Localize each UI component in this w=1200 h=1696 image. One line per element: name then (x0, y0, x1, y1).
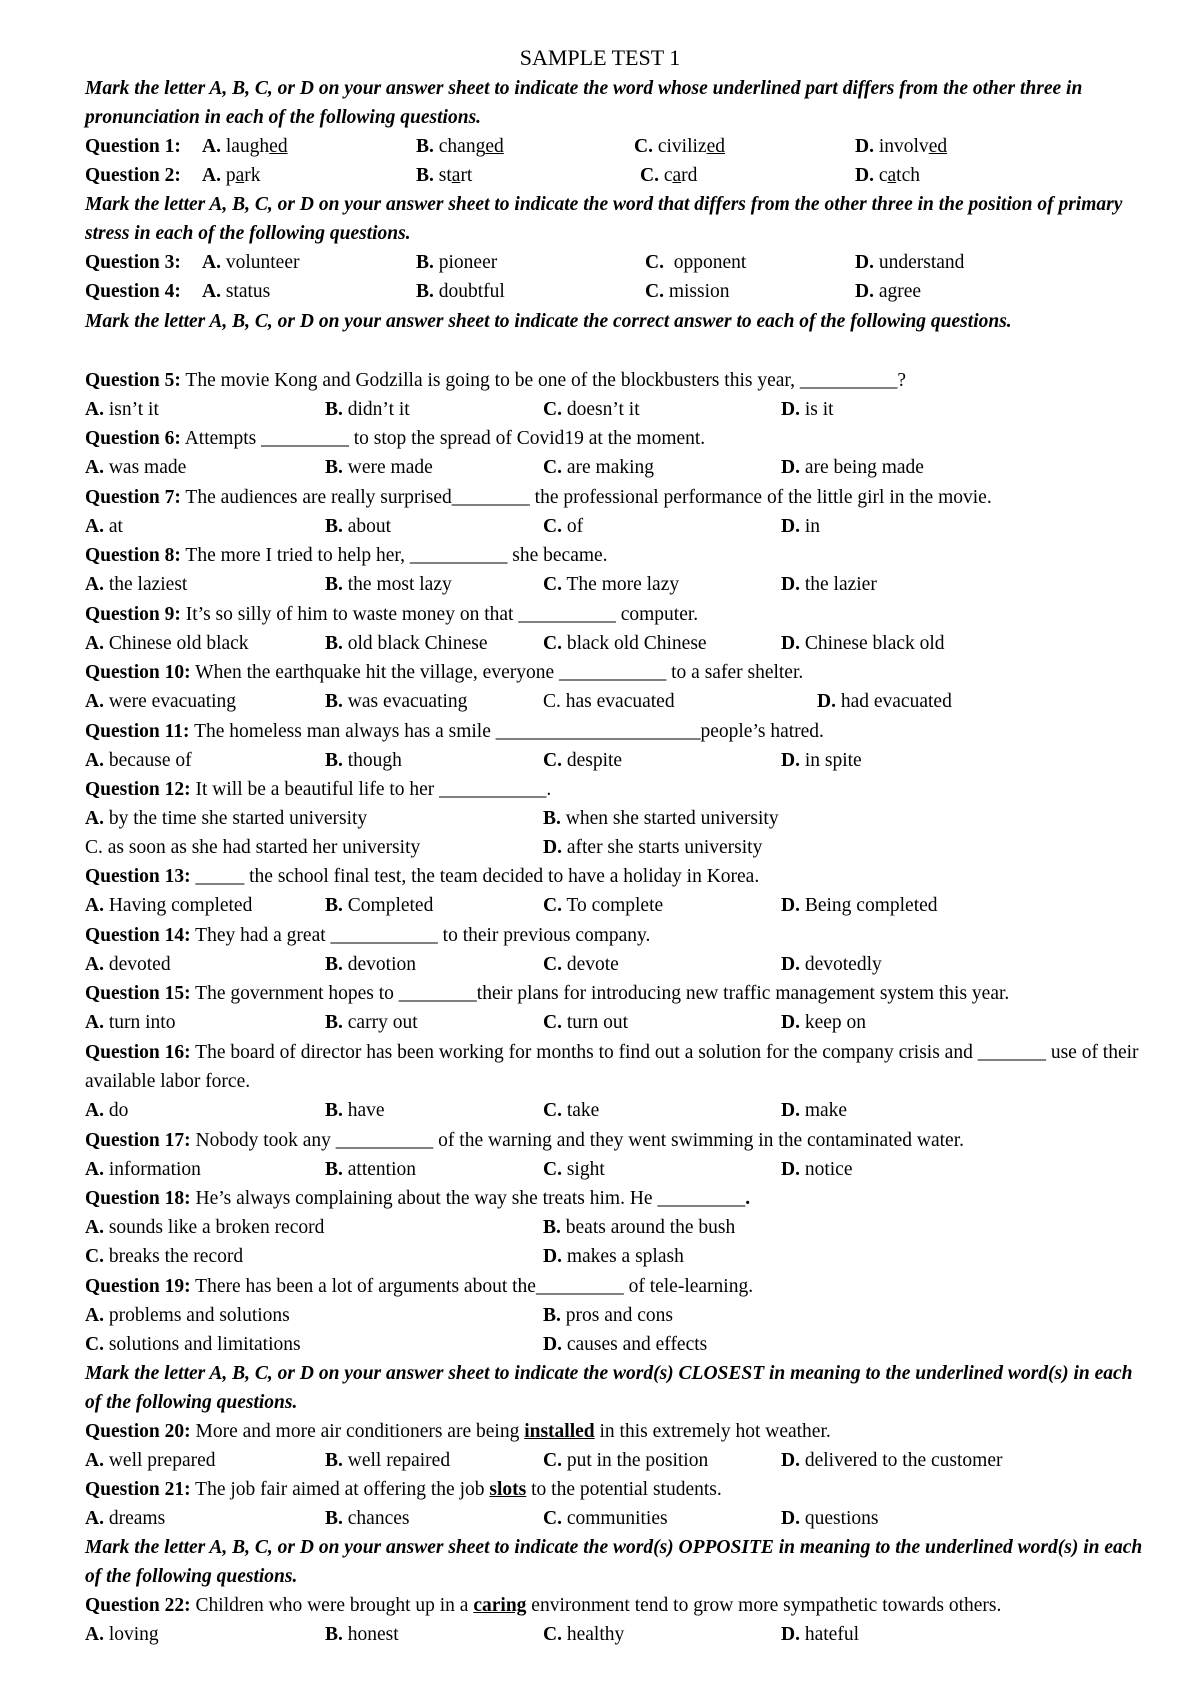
question-9-options (85, 629, 1165, 658)
question-18-stem: Question 18: He’s always complaining about the way she treats him. He _________. (85, 1188, 751, 1209)
option-d[interactable]: D. makes a splash (543, 1246, 684, 1267)
question-14-options (85, 950, 1165, 979)
option-d[interactable]: D. causes and effects (543, 1334, 708, 1355)
option-d[interactable]: D. the lazier (781, 574, 877, 595)
option-c[interactable]: C. turn out (543, 1012, 629, 1033)
question-18-options-cd (85, 1242, 1165, 1271)
option-a[interactable]: A. problems and solutions (85, 1305, 290, 1326)
option-c[interactable]: C. black old Chinese (543, 633, 707, 654)
option-c[interactable]: C. despite (543, 750, 623, 771)
option-a[interactable]: A. Having completed (85, 895, 253, 916)
option-b[interactable]: B. changed (416, 136, 504, 157)
option-a[interactable]: A. do (85, 1100, 129, 1121)
option-a[interactable]: A. information (85, 1159, 201, 1180)
question-label: Question 2: (85, 165, 181, 186)
option-d[interactable]: D. questions (781, 1508, 879, 1529)
option-a[interactable]: A. because of (85, 750, 192, 771)
question-15-options (85, 1008, 1165, 1037)
option-c[interactable]: C. healthy (543, 1624, 625, 1645)
option-c[interactable]: C. To complete (543, 895, 664, 916)
question-20-options (85, 1446, 1165, 1475)
question-18-options-ab (85, 1213, 1165, 1242)
question-7-stem: Question 7: The audiences are really surprised________ the professional performance of the little girl in the movie. (85, 487, 992, 508)
option-d[interactable]: D. after she starts university (543, 837, 763, 858)
option-b[interactable]: B. well repaired (325, 1450, 451, 1471)
option-d[interactable]: D. in spite (781, 750, 862, 771)
option-c[interactable]: C. civilized (634, 136, 725, 157)
option-a[interactable]: A. status (202, 281, 271, 302)
question-8-options (85, 570, 1165, 599)
option-a[interactable]: A. park (202, 165, 261, 186)
question-10-options (85, 687, 1165, 716)
option-d[interactable]: D. delivered to the customer (781, 1450, 1003, 1471)
question-21-stem: Question 21: The job fair aimed at offering the job slots to the potential students. (85, 1479, 722, 1500)
instruction-correct-answer: Mark the letter A, B, C, or D on your answer sheet to indicate the correct answer to each of the following questions. (85, 311, 1012, 332)
option-c[interactable]: C. take (543, 1100, 600, 1121)
instruction-pronunciation: Mark the letter A, B, C, or D on your answer sheet to indicate the word whose underlined part differs from the other three in pronunciation in each of the following questions. (85, 78, 1083, 128)
question-12-options-cd (85, 833, 1165, 862)
question-9-stem: Question 9: It’s so silly of him to waste money on that __________ computer. (85, 604, 699, 625)
option-a[interactable]: A. by the time she started university (85, 808, 368, 829)
option-b[interactable]: B. when she started university (543, 808, 779, 829)
option-d[interactable]: D. had evacuated (817, 691, 952, 712)
option-a[interactable]: A. at (85, 516, 123, 537)
option-c[interactable]: C. has evacuated (543, 691, 675, 712)
option-c[interactable]: C. solutions and limitations (85, 1334, 301, 1355)
option-c[interactable]: C. of (543, 516, 584, 537)
option-b[interactable]: B. chances (325, 1508, 410, 1529)
option-a[interactable]: A. turn into (85, 1012, 176, 1033)
option-c[interactable]: C. mission (645, 281, 730, 302)
option-c[interactable]: C. The more lazy (543, 574, 680, 595)
option-b[interactable]: B. start (416, 165, 473, 186)
option-b[interactable]: B. the most lazy (325, 574, 452, 595)
option-b[interactable]: B. honest (325, 1624, 399, 1645)
question-7-options (85, 512, 1165, 541)
option-c[interactable]: C. devote (543, 954, 619, 975)
option-d[interactable]: D. involved (855, 136, 948, 157)
instruction-closest: Mark the letter A, B, C, or D on your answer sheet to indicate the word(s) CLOSEST in meaning to the underlined word(s) in each of the following questions. (85, 1363, 1133, 1413)
question-19-stem: Question 19: There has been a lot of arguments about the_________ of tele-learning. (85, 1276, 754, 1297)
question-6-options (85, 453, 1165, 482)
option-d[interactable]: D. Chinese black old (781, 633, 945, 654)
question-22-options (85, 1620, 1165, 1649)
option-d[interactable]: D. are being made (781, 457, 924, 478)
option-d[interactable]: D. keep on (781, 1012, 867, 1033)
option-c[interactable]: C. are making (543, 457, 655, 478)
option-a[interactable]: A. the laziest (85, 574, 188, 595)
question-22-stem: Question 22: Children who were brought up in a caring environment tend to grow more sympathetic towards others. (85, 1595, 1002, 1616)
question-3 (85, 248, 1165, 277)
option-b[interactable]: B. devotion (325, 954, 417, 975)
option-a[interactable]: A. loving (85, 1624, 159, 1645)
question-15-stem: Question 15: The government hopes to ________their plans for introducing new traffic management system this year. (85, 983, 1010, 1004)
question-2 (85, 161, 1165, 190)
option-a[interactable]: A. sounds like a broken record (85, 1217, 325, 1238)
question-17-options (85, 1155, 1165, 1184)
option-a[interactable]: A. Chinese old black (85, 633, 249, 654)
option-c[interactable]: C. doesn’t it (543, 399, 640, 420)
option-c[interactable]: C. breaks the record (85, 1246, 244, 1267)
option-a[interactable]: A. isn’t it (85, 399, 159, 420)
question-6-stem: Question 6: Attempts _________ to stop the spread of Covid19 at the moment. (85, 428, 706, 449)
option-a[interactable]: A. were evacuating (85, 691, 237, 712)
question-label: Question 3: (85, 252, 181, 273)
option-a[interactable]: A. well prepared (85, 1450, 216, 1471)
question-10-stem: Question 10: When the earthquake hit the village, everyone ___________ to a safer shelter. (85, 662, 804, 683)
option-b[interactable]: B. doubtful (416, 281, 505, 302)
option-a[interactable]: A. laughed (202, 136, 288, 157)
option-a[interactable]: A. devoted (85, 954, 171, 975)
question-4 (85, 277, 1165, 306)
option-b[interactable]: B. didn’t it (325, 399, 410, 420)
instruction-opposite: Mark the letter A, B, C, or D on your answer sheet to indicate the word(s) OPPOSITE in meaning to the underlined word(s) in each of the following questions. (85, 1537, 1143, 1587)
option-c[interactable]: C. as soon as she had started her university (85, 837, 421, 858)
page-title: SAMPLE TEST 1 (519, 45, 681, 70)
question-21-options (85, 1504, 1165, 1533)
instruction-stress: Mark the letter A, B, C, or D on your answer sheet to indicate the word that differs from the other three in the position of primary stress in each of the following questions. (85, 194, 1123, 244)
option-b[interactable]: B. attention (325, 1159, 416, 1180)
question-16-stem: Question 16: The board of director has been working for months to find out a solution for the company crisis and _______ use of their available labor force. (85, 1042, 1139, 1092)
question-5-stem: Question 5: The movie Kong and Godzilla is going to be one of the blockbusters this year, __________? (85, 370, 906, 391)
option-d[interactable]: D. agree (855, 281, 922, 302)
option-c[interactable]: C. sight (543, 1159, 605, 1180)
option-d[interactable]: D. hateful (781, 1624, 859, 1645)
option-b[interactable]: B. pioneer (416, 252, 498, 273)
question-8-stem: Question 8: The more I tried to help her, __________ she became. (85, 545, 608, 566)
option-b[interactable]: B. though (325, 750, 402, 771)
option-b[interactable]: B. were made (325, 457, 433, 478)
option-c[interactable]: C. card (640, 165, 698, 186)
question-12-stem: Question 12: It will be a beautiful life to her ___________. (85, 779, 552, 800)
option-b[interactable]: B. beats around the bush (543, 1217, 736, 1238)
option-d[interactable]: D. make (781, 1100, 848, 1121)
option-b[interactable]: B. old black Chinese (325, 633, 488, 654)
option-d[interactable]: D. Being completed (781, 895, 938, 916)
question-5-options (85, 395, 1165, 424)
option-c[interactable]: C. opponent (645, 252, 747, 273)
option-d[interactable]: D. devotedly (781, 954, 882, 975)
option-d[interactable]: D. notice (781, 1159, 853, 1180)
question-14-stem: Question 14: They had a great ___________ to their previous company. (85, 925, 651, 946)
option-b[interactable]: B. Completed (325, 895, 434, 916)
option-b[interactable]: B. about (325, 516, 392, 537)
option-d[interactable]: D. understand (855, 252, 965, 273)
question-1 (85, 132, 1165, 161)
option-b[interactable]: B. carry out (325, 1012, 418, 1033)
option-d[interactable]: D. catch (855, 165, 920, 186)
option-c[interactable]: C. put in the position (543, 1450, 709, 1471)
question-19-options-cd (85, 1330, 1165, 1359)
option-c[interactable]: C. communities (543, 1508, 668, 1529)
question-13-stem: Question 13: _____ the school final test, the team decided to have a holiday in Korea. (85, 866, 760, 887)
question-19-options-ab (85, 1301, 1165, 1330)
question-20-stem: Question 20: More and more air conditioners are being installed in this extremely hot weather. (85, 1421, 831, 1442)
question-13-options (85, 891, 1165, 920)
option-b[interactable]: B. pros and cons (543, 1305, 673, 1326)
option-a[interactable]: A. was made (85, 457, 187, 478)
question-12-options-ab (85, 804, 1165, 833)
option-a[interactable]: A. volunteer (202, 252, 300, 273)
question-label: Question 1: (85, 136, 181, 157)
question-11-stem: Question 11: The homeless man always has a smile _____________________people’s hatred. (85, 721, 824, 742)
option-d[interactable]: D. is it (781, 399, 834, 420)
option-b[interactable]: B. was evacuating (325, 691, 468, 712)
question-17-stem: Question 17: Nobody took any __________ of the warning and they went swimming in the contaminated water. (85, 1130, 964, 1151)
question-16-options (85, 1096, 1165, 1125)
option-d[interactable]: D. in (781, 516, 821, 537)
option-b[interactable]: B. have (325, 1100, 385, 1121)
option-a[interactable]: A. dreams (85, 1508, 166, 1529)
question-label: Question 4: (85, 281, 181, 302)
question-11-options (85, 746, 1165, 775)
